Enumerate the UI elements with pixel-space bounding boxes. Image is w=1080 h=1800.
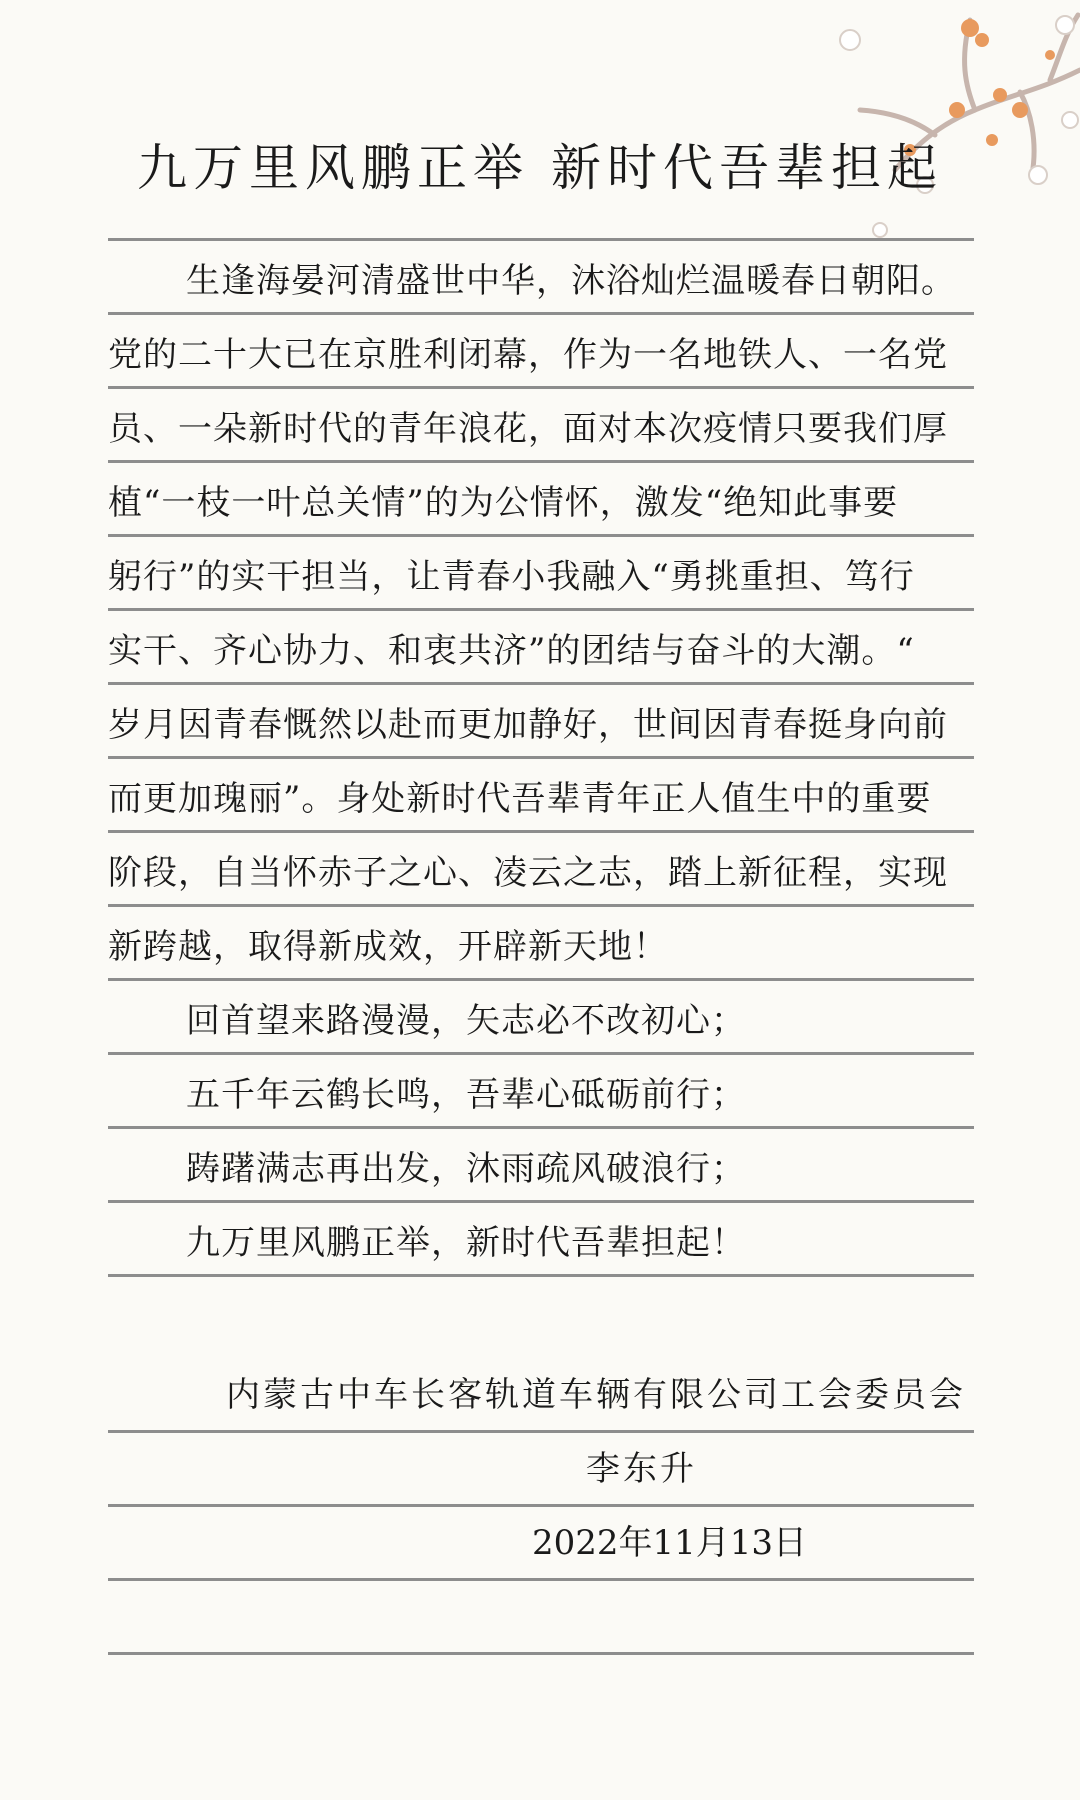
body-line: 新跨越，取得新成效，开辟新天地！ xyxy=(108,927,668,967)
body-line: 实干、齐心协力、和衷共济”的团结与奋斗的大潮。“ xyxy=(108,631,915,671)
signature-organization: 内蒙古中车长客轨道车辆有限公司工会委员会 xyxy=(226,1375,966,1415)
body-line: 员、一朵新时代的青年浪花，面对本次疫情只要我们厚 xyxy=(108,409,948,449)
body-line: 党的二十大已在京胜利闭幕，作为一名地铁人、一名党 xyxy=(108,335,948,375)
signature-date: 2022年11月13日 xyxy=(532,1523,808,1563)
body-line: 而更加瑰丽”。身处新时代吾辈青年正人值生中的重要 xyxy=(108,779,932,819)
page-title: 九万里风鹏正举 新时代吾辈担起 xyxy=(137,139,943,197)
body-line: 躬行”的实干担当，让青春小我融入“勇挑重担、笃行 xyxy=(108,557,915,597)
poem-line: 踌躇满志再出发，沐雨疏风破浪行； xyxy=(186,1149,746,1189)
poem-line: 五千年云鹤长鸣，吾辈心砥砺前行； xyxy=(186,1075,746,1115)
poem-line: 九万里风鹏正举，新时代吾辈担起！ xyxy=(186,1223,746,1263)
signature-name: 李东升 xyxy=(586,1449,697,1489)
rule-line xyxy=(108,1652,974,1655)
body-line: 生逢海晏河清盛世中华，沐浴灿烂温暖春日朝阳。 xyxy=(186,261,956,301)
poem-line: 回首望来路漫漫，矢志必不改初心； xyxy=(186,1001,746,1041)
body-line: 植“一枝一叶总关情”的为公情怀，激发“绝知此事要 xyxy=(108,483,899,523)
body-line: 岁月因青春慨然以赴而更加静好，世间因青春挺身向前 xyxy=(108,705,948,745)
body-line: 阶段，自当怀赤子之心、凌云之志，踏上新征程，实现 xyxy=(108,853,948,893)
